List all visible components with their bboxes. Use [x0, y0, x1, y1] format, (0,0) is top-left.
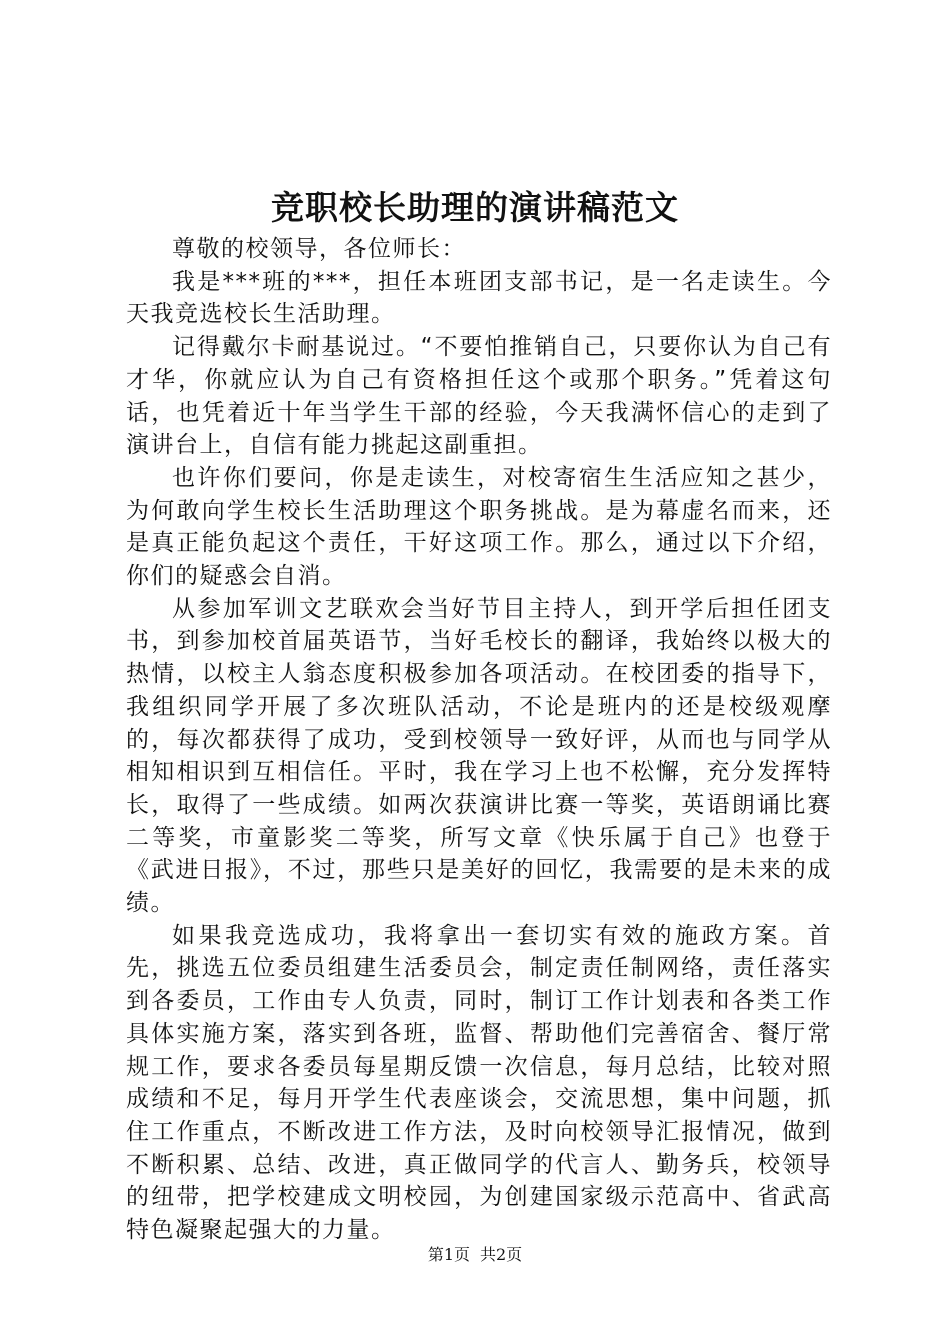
- paragraph: 我是***班的***，担任本班团支部书记，是一名走读生。今天我竞选校长生活助理。: [126, 268, 832, 328]
- paragraph: 如果我竞选成功，我将拿出一套切实有效的施政方案。首先，挑选五位委员组建生活委员会，制定责任制网络，责任落实到各委员，工作由专人负责，同时，制订工作计划表和各类工作具体实施方案，落实到各班，监督、帮助他们完善宿舍、餐厅常规工作，要求各委员每星期反馈一次信息，每月总结，比较对照成绩和不足，每月开学生代表座谈会，交流思想，集中问题，抓住工作重点，不断改进工作方法，及时向校领导汇报情况，做到不断积累、总结、改进，真正做同学的代言人、勤务兵，校领导的纽带，把学校建成文明校园，为创建国家级示范高中、省武高特色凝聚起强大的力量。: [126, 922, 832, 1244]
- page-total: 共2页: [480, 1245, 523, 1264]
- page-number: 第1页: [427, 1245, 470, 1264]
- document-body: [126, 233, 832, 1247]
- paragraph: 记得戴尔卡耐基说过。“不要怕推销自己，只要你认为自己有才华，你就应认为自己有资格担任这个或那个职务。”凭着这句话，也凭着近十年当学生干部的经验，今天我满怀信心的走到了演讲台上，自信有能力挑起这副重担。: [126, 334, 832, 459]
- page-footer: [0, 1244, 950, 1266]
- paragraph: 从参加军训文艺联欢会当好节目主持人，到开学后担任团支书，到参加校首届英语节，当好毛校长的翻译，我始终以极大的热情，以校主人翁态度积极参加各项活动。在校团委的指导下，我组织同学开展了多次班队活动，不论是班内的还是校级观摩的，每次都获得了成功，受到校领导一致好评，从而也与同学从相知相识到互相信任。平时，我在学习上也不松懈，充分发挥特长，取得了一些成绩。如两次获演讲比赛一等奖，英语朗诵比赛二等奖，市童影奖二等奖，所写文章《快乐属于自己》也登于《武进日报》，不过，那些只是美好的回忆，我需要的是未来的成绩。: [126, 595, 832, 917]
- paragraph: 也许你们要问，你是走读生，对校寄宿生生活应知之甚少，为何敢向学生校长生活助理这个职务挑战。是为幕虚名而来，还是真正能负起这个责任，干好这项工作。那么，通过以下介绍，你们的疑惑会自消。: [126, 464, 832, 590]
- document-title: 竞职校长助理的演讲稿范文: [271, 188, 679, 227]
- paragraph-salutation: 尊敬的校领导，各位师长：: [172, 236, 466, 262]
